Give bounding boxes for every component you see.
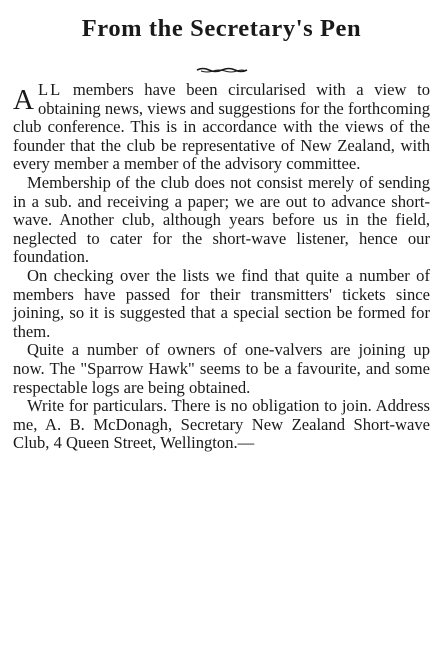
paragraph-text: members have been circularised with a view to obtaining news, views and suggestions for the forthcoming club conference. This is in accordance with the views of the founder that the club be representative of New Zealand, with every member a member of the advisory committee. [13,80,430,174]
article-paragraph-4: Quite a number of owners of one-valvers are joining up now. The "Sparrow Hawk" seems to be a favourite, and some respectable logs are being obtained. [13,340,430,397]
drop-cap: A [13,84,34,116]
article-paragraph-3: On checking over the lists we find that quite a number of members have passed for their transmitters' tickets since joining, so it is suggested that a special section be formed for them. [13,265,430,341]
article-paragraph-5: Write for particulars. There is no obligation to join. Address me, A. B. McDonagh, Secretary New Zealand Short-wave Club, 4 Queen Street, Wellington.— [13,396,430,453]
article-headline: From the Secretary's Pen [81,15,362,42]
first-word-rest: LL [37,80,63,99]
article-paragraph-2: Membership of the club does not consist merely of sending in a sub. and receiving a paper; we are out to advance short-wave. Another club, although years before us in the field, neglected to cater for the short-wave listener, hence our foundation. [13,172,430,267]
article-body [13,81,430,453]
article-paragraph-1 [13,81,430,174]
ornament-divider-icon [195,66,249,74]
